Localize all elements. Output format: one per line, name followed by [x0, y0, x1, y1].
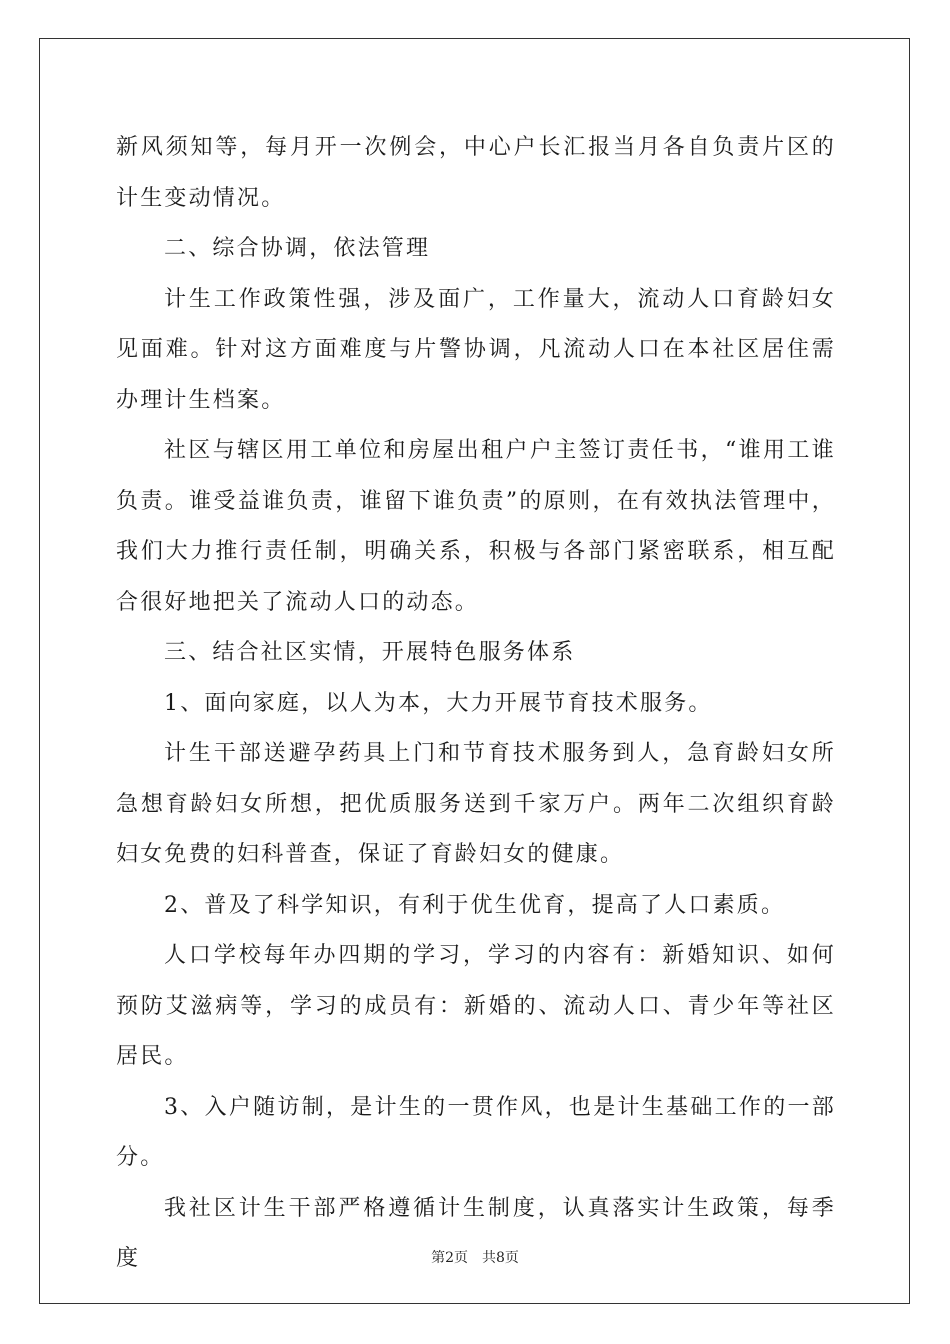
page-number: 第2页 — [431, 1250, 468, 1266]
paragraph: 社区与辖区用工单位和房屋出租户户主签订责任书，“谁用工谁负责。谁受益谁负责，谁留下谁负责”的原则，在有效执法管理中，我们大力推行责任制，明确关系，积极与各部门紧密联系，相互配合很好地把关了流动人口的动态。 — [116, 438, 836, 615]
subsection-heading: 3、入户随访制，是计生的一贯作风，也是计生基础工作的一部分。 — [116, 1094, 836, 1170]
paragraph: 计生工作政策性强，涉及面广，工作量大，流动人口育龄妇女见面难。针对这方面难度与片警协调，凡流动人口在本社区居住需办理计生档案。 — [116, 286, 836, 413]
paragraph: 人口学校每年办四期的学习，学习的内容有：新婚知识、如何预防艾滋病等，学习的成员有：新婚的、流动人口、青少年等社区居民。 — [116, 943, 836, 1069]
page-total: 共8页 — [482, 1250, 519, 1266]
document-body — [116, 123, 836, 1285]
section-heading: 二、综合协调，依法管理 — [164, 236, 431, 261]
subsection-heading: 1、面向家庭，以人为本，大力开展节育技术服务。 — [164, 690, 713, 716]
paragraph: 计生干部送避孕药具上门和节育技术服务到人，急育龄妇女所急想育龄妇女所想，把优质服务送到千家万户。两年二次组织育龄妇女免费的妇科普查，保证了育龄妇女的健康。 — [116, 741, 836, 867]
paragraph: 我社区计生干部严格遵循计生制度，认真落实计生政策，每季度 — [116, 1195, 836, 1271]
page-footer — [0, 1247, 950, 1267]
paragraph: 新风须知等，每月开一次例会，中心户长汇报当月各自负责片区的计生变动情况。 — [116, 135, 836, 211]
section-heading: 三、结合社区实情，开展特色服务体系 — [164, 640, 576, 665]
subsection-heading: 2、普及了科学知识，有利于优生优育，提高了人口素质。 — [164, 892, 786, 918]
